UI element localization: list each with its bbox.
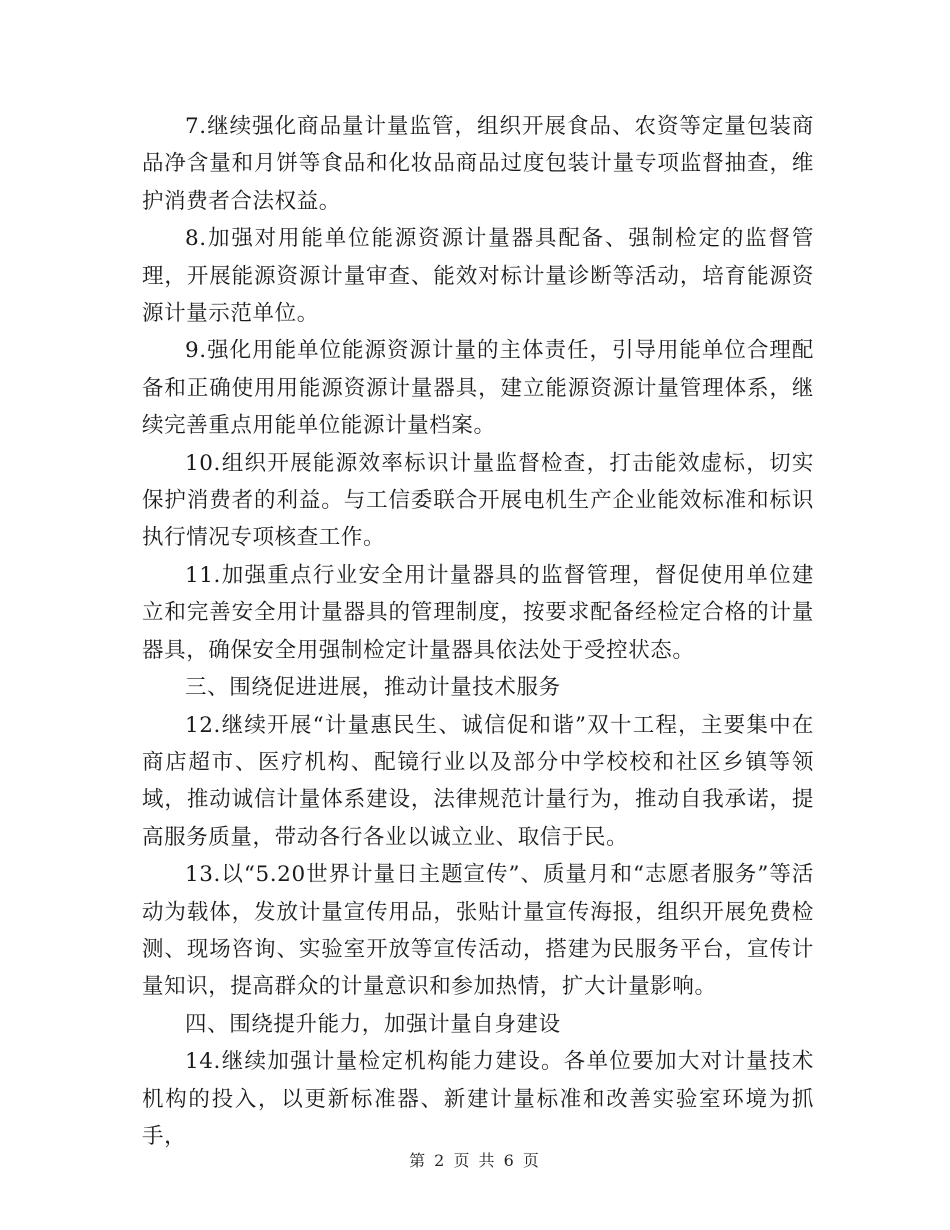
paragraph-8: 8.加强对用能单位能源资源计量器具配备、强制检定的监督管理，开展能源资源计量审查、能效对标计量诊断等活动，培育能源资源计量示范单位。 [142, 226, 814, 327]
paragraph-12: 12.继续开展“计量惠民生、诚信促和谐”双十工程，主要集中在商店超市、医疗机构、配镜行业以及部分中学校校和社区乡镇等领域，推动诚信计量体系建设，法律规范计量行为，推动自我承诺，提高服务质量，带动各行各业以诚立业、取信于民。 [142, 712, 814, 850]
paragraph-7: 7.继续强化商品量计量监管，组织开展食品、农资等定量包装商品净含量和月饼等食品和化妆品商品过度包装计量专项监督抽查，维护消费者合法权益。 [142, 114, 814, 214]
document-body [142, 108, 814, 1155]
section-heading-3: 三、围绕促进进展，推动计量技术服务 [185, 675, 561, 701]
paragraph-10: 10.组织开展能源效率标识计量监督检查，打击能效虚标，切实保护消费者的利益。与工信委联合开展电机生产企业能效标准和标识执行情况专项核查工作。 [142, 450, 814, 551]
paragraph-13: 13.以“5.20世界计量日主题宣传”、质量月和“志愿者服务”等活动为载体，发放计量宣传用品，张贴计量宣传海报，组织开展免费检测、现场咨询、实验室开放等宣传活动，搭建为民服务平台，宣传计量知识，提高群众的计量意识和参加热情，扩大计量影响。 [142, 862, 814, 1000]
page-number-footer: 第 2 页 共 6 页 [409, 1151, 541, 1170]
paragraph-9: 9.强化用能单位能源资源计量的主体责任，引导用能单位合理配备和正确使用用能源资源计量器具，建立能源资源计量管理体系，继续完善重点用能单位能源计量档案。 [142, 338, 814, 439]
paragraph-14: 14.继续加强计量检定机构能力建设。各单位要加大对计量技术机构的投入，以更新标准器、新建计量标准和改善实验室环境为抓手， [142, 1049, 814, 1149]
paragraph-11: 11.加强重点行业安全用计量器具的监督管理，督促使用单位建立和完善安全用计量器具的管理制度，按要求配备经检定合格的计量器具，确保安全用强制检定计量器具依法处于受控状态。 [142, 562, 814, 663]
section-heading-4: 四、围绕提升能力，加强计量自身建设 [185, 1011, 561, 1037]
